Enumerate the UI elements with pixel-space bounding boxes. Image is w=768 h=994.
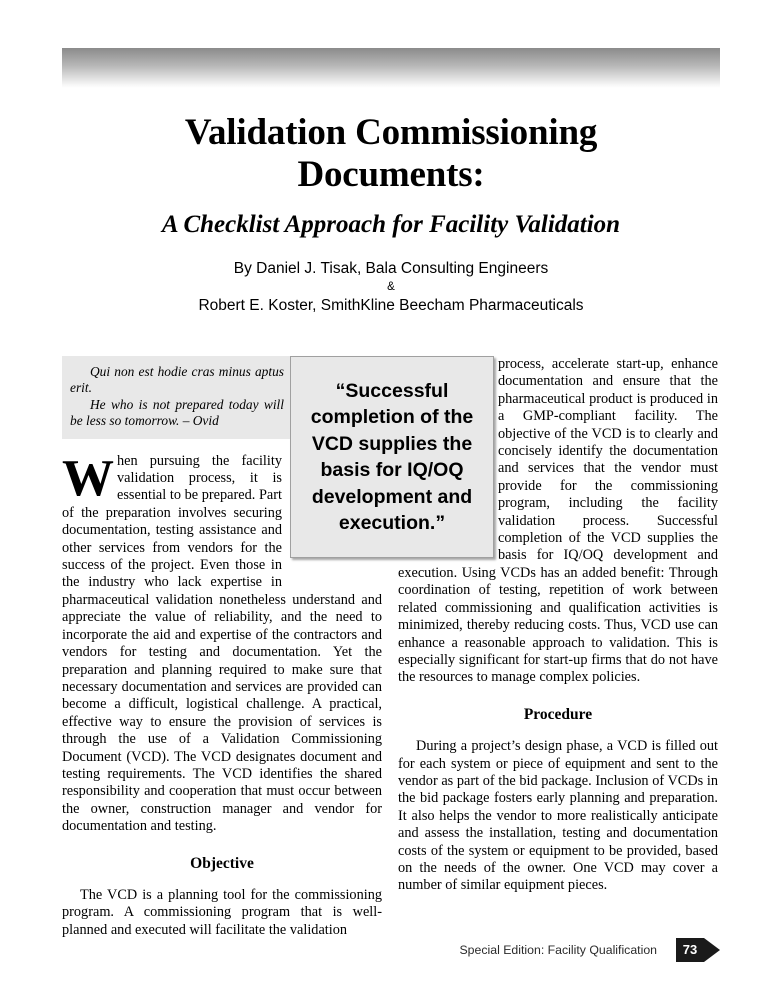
byline-author-2: Robert E. Koster, SmithKline Beecham Pharmaceuticals	[198, 297, 584, 314]
page-title-line-1: Validation Commissioning	[184, 112, 598, 153]
epigraph-latin: Qui non est hodie cras minus aptus erit.	[70, 364, 284, 396]
section-heading-procedure: Procedure	[523, 705, 593, 723]
footer-edition-label: Special Edition: Facility Qualification	[459, 943, 657, 957]
byline	[62, 258, 720, 317]
page-footer	[62, 938, 720, 968]
section-heading-objective: Objective	[190, 854, 254, 872]
byline-separator: &	[387, 281, 395, 293]
page-number: 73	[682, 942, 698, 957]
page-flag-arrow-icon	[704, 938, 720, 962]
page-title-line-2: Documents:	[297, 154, 485, 195]
byline-author-1: By Daniel J. Tisak, Bala Consulting Engineers	[233, 260, 549, 277]
page-subtitle: A Checklist Approach for Facility Validation	[161, 211, 621, 238]
objective-paragraph: The VCD is a planning tool for the commissioning program. A commissioning program that is well-planned and executed will facilitate the validation	[62, 886, 382, 938]
epigraph-box	[62, 356, 294, 439]
header-gradient-banner	[62, 48, 720, 88]
pull-quote-text: “Successful completion of the VCD supplies the basis for IQ/OQ development and execution.”	[310, 379, 474, 534]
epigraph-translation: He who is not prepared today will be less so tomorrow. – Ovid	[70, 396, 284, 429]
objective-paragraph-continued: process, accelerate start-up, enhance documentation and ensure that the pharmaceutical product is produced in a GMP-compliant facility. The objective of the VCD is to clearly and concisely identify the documentation and services that the vendor must provide for the commissioning program, including the facility validation process. Successful completion of the VCD supplies the basis for IQ/OQ development and execution. Using VCDs has an added benefit: Through coordination of testing, repetition of work between related commissioning and qualification activities is minimized, thereby reducing costs. Thus, VCD use can enhance a reasonable approach to validation. This is especially significant for start-up firms that do not have the resources to manage complex policies.	[398, 356, 718, 686]
page-title	[62, 112, 720, 196]
procedure-paragraph: During a project’s design phase, a VCD is filled out for each system or piece of equipment and sent to the vendor as part of the bid package. Inclusion of VCDs in the bid package fosters early planning and preparation. It also helps the vendor to more realistically anticipate and assess the installation, testing and documentation costs of the system or equipment to be provided, based on the needs of the owner. One VCD may cover a number of similar equipment pieces.	[398, 738, 718, 894]
title-block	[62, 112, 720, 317]
intro-paragraph: When pursuing the facility validation process, it is essential to be prepared. Part of the preparation involves securing documentation, testing assistance and other services from vendors for the success of the project. Even those in the industry who lack expertise in pharmaceutical validation nonetheless understand and appreciate the value of reliability, and the need to incorporate the aid and expertise of the contractors and vendors for testing and documentation. Yet the preparation and planning required to make sure that necessary documentation and services are provided can become a difficult, logistical challenge. A practical, effective way to ensure the provision of services is through the use of a Validation Commissioning Document (VCD). The VCD designates document and testing requirements. The VCD identifies the shared responsibility and cooperation that must occur between the owner, construction manager and vendor for documentation and testing.	[62, 449, 382, 835]
pull-quote-box	[290, 356, 494, 558]
page-number-flag	[676, 938, 720, 962]
